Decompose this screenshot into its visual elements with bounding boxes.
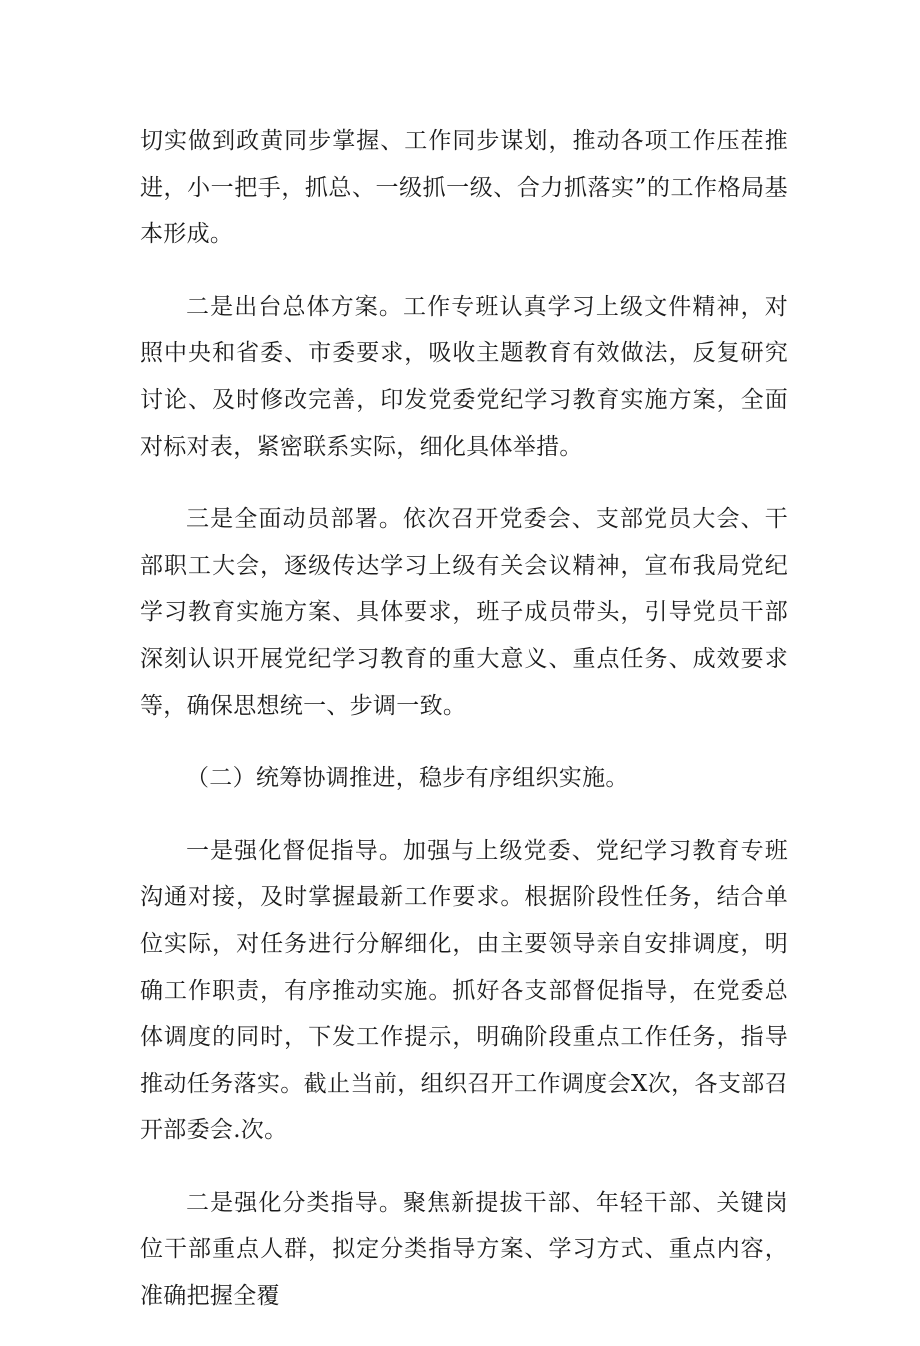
paragraph-supervision: 一是强化督促指导。加强与上级党委、党纪学习教育专班沟通对接，及时掌握最新工作要求。根据阶段性任务，结合单位实际，对任务进行分解细化，由主要领导亲自安排调度，明确工作职责，有序推动实施。抓好各支部督促指导，在党委总体调度的同时，下发工作提示，明确阶段重点工作任务，指导推动任务落实。截止当前，组织召开工作调度会X次，各支部召开部委会.次。	[140, 837, 788, 1144]
paragraph-overall-plan: 二是出台总体方案。工作专班认真学习上级文件精神，对照中央和省委、市委要求，吸收主题教育有效做法，反复研究讨论、及时修改完善，印发党委党纪学习教育实施方案，全面对标对表，紧密联系实际，细化具体举措。	[140, 293, 788, 460]
section-heading: （二）统筹协调推进，稳步有序组织实施。	[186, 765, 629, 792]
paragraph-mobilization: 三是全面动员部署。依次召开党委会、支部党员大会、干部职工大会，逐级传达学习上级有关会议精神，宣布我局党纪学习教育实施方案、具体要求，班子成员带头，引导党员干部深刻认识开展党纪学习教育的重大意义、重点任务、成效要求等，确保思想统一、步调一致。	[140, 506, 788, 719]
document-body	[140, 118, 788, 1346]
paragraph-classified-guidance: 二是强化分类指导。聚焦新提拔干部、年轻干部、关键岗位干部重点人群，拟定分类指导方案、学习方式、重点内容，准确把握全覆	[140, 1189, 788, 1310]
paragraph-continuation: 切实做到政黄同步掌握、工作同步谋划，推动各项工作压茬推进，小一把手，抓总、一级抓一级、合力抓落实”的工作格局基本形成。	[140, 128, 788, 248]
